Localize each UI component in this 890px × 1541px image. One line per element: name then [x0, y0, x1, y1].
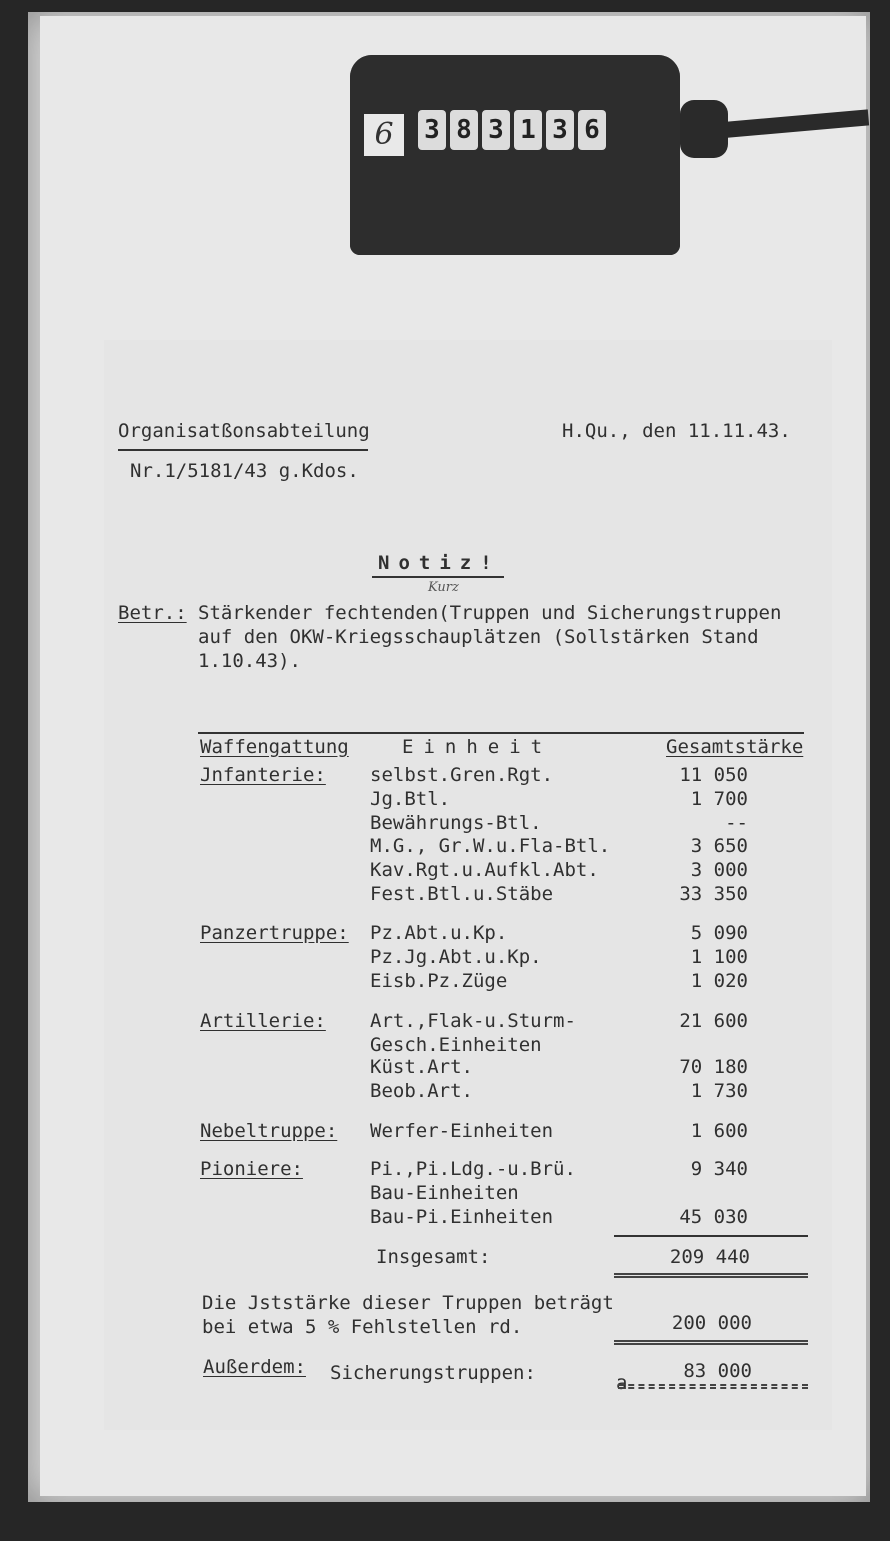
- security-troops-label: Sicherungstruppen:: [330, 1362, 536, 1384]
- sum-label: Insgesamt:: [376, 1246, 491, 1268]
- row-total: 1 600: [690, 1120, 748, 1142]
- row-branch: Nebeltruppe:: [200, 1120, 338, 1142]
- row-total: 70 180: [679, 1056, 748, 1078]
- counter-digits: [418, 110, 606, 150]
- row-branch: Jnfanterie:: [200, 764, 326, 786]
- actual-strength-line: bei etwa 5 % Fehlstellen rd.: [202, 1316, 523, 1338]
- row-total: 5 090: [690, 922, 748, 944]
- row-total: 33 350: [679, 883, 748, 905]
- column-header-unit: Einheit: [402, 736, 553, 758]
- row-unit: Bau-Pi.Einheiten: [370, 1206, 554, 1228]
- row-total: 21 600: [679, 1010, 748, 1032]
- column-header-total: Gesamtstärke: [666, 736, 804, 758]
- column-header-branch: Waffengattung: [200, 736, 349, 758]
- title-underline: [372, 576, 504, 578]
- row-unit: Eisb.Pz.Züge: [370, 970, 508, 992]
- counter-knob: [680, 100, 728, 158]
- row-total: 1 100: [690, 946, 748, 968]
- subject-label: Betr.:: [118, 602, 187, 624]
- row-total: 1 020: [690, 970, 748, 992]
- additionally-label: Außerdem:: [203, 1356, 306, 1378]
- row-unit: selbst.Gren.Rgt.: [370, 764, 554, 786]
- row-total: 11 050: [679, 764, 748, 786]
- actual-strength-line: Die Jststärke dieser Truppen beträgt: [202, 1292, 614, 1314]
- counter-digit: 3: [546, 110, 574, 150]
- actual-strength-value: 200 000: [671, 1312, 752, 1334]
- subject-line: auf den OKW-Kriegsschauplätzen (Sollstärken Stand: [198, 626, 759, 648]
- sum-double-rule: [614, 1273, 808, 1278]
- row-unit: Gesch.Einheiten: [370, 1034, 542, 1056]
- sum-value: 209 440: [669, 1246, 750, 1268]
- subject-line: 1.10.43).: [198, 650, 301, 672]
- row-branch: Artillerie:: [200, 1010, 326, 1032]
- row-unit: Pz.Abt.u.Kp.: [370, 922, 508, 944]
- row-total: 45 030: [679, 1206, 748, 1228]
- row-total: 9 340: [690, 1158, 748, 1180]
- row-unit: Bewährungs-Btl.: [370, 812, 542, 834]
- subject-line: Stärkender fechtenden(Truppen und Sicherungstruppen: [198, 602, 782, 624]
- row-unit: Art.,Flak-u.Sturm-: [370, 1010, 576, 1032]
- document-title: Notiz!: [378, 552, 501, 574]
- row-unit: Kav.Rgt.u.Aufkl.Abt.: [370, 859, 599, 881]
- row-unit: Bau-Einheiten: [370, 1182, 519, 1204]
- security-troops-value: 83 000: [683, 1360, 752, 1382]
- security-dashed-rule: [618, 1384, 808, 1389]
- counter-digit: 6: [578, 110, 606, 150]
- row-branch: Pioniere:: [200, 1158, 303, 1180]
- row-branch: Panzertruppe:: [200, 922, 349, 944]
- row-unit: Küst.Art.: [370, 1056, 473, 1078]
- row-total: --: [725, 812, 748, 834]
- security-troops-prefix: a: [616, 1372, 628, 1394]
- counter-digit: 8: [450, 110, 478, 150]
- row-unit: Pi.,Pi.Ldg.-u.Brü.: [370, 1158, 576, 1180]
- department-label: Organisatßonsabteilung: [118, 420, 370, 442]
- counter-window-left: 6: [364, 114, 404, 156]
- row-unit: Fest.Btl.u.Stäbe: [370, 883, 554, 905]
- row-total: 3 000: [690, 859, 748, 881]
- row-unit: Werfer-Einheiten: [370, 1120, 554, 1142]
- row-total: 1 700: [690, 788, 748, 810]
- row-total: 1 730: [690, 1080, 748, 1102]
- counter-digit: 1: [514, 110, 542, 150]
- row-unit: Jg.Btl.: [370, 788, 451, 810]
- reference-number: Nr.1/5181/43 g.Kdos.: [130, 460, 359, 482]
- row-unit: Pz.Jg.Abt.u.Kp.: [370, 946, 542, 968]
- row-total: 3 650: [690, 835, 748, 857]
- place-date: H.Qu., den 11.11.43.: [562, 420, 791, 442]
- counter-digit: 3: [418, 110, 446, 150]
- table-top-rule: [198, 732, 804, 734]
- department-underline: [118, 449, 368, 451]
- counter-digit: 3: [482, 110, 510, 150]
- handwritten-note: Kurz: [428, 580, 459, 595]
- row-unit: M.G., Gr.W.u.Fla-Btl.: [370, 835, 611, 857]
- sum-rule: [614, 1235, 808, 1237]
- actual-double-rule: [614, 1340, 808, 1345]
- row-unit: Beob.Art.: [370, 1080, 473, 1102]
